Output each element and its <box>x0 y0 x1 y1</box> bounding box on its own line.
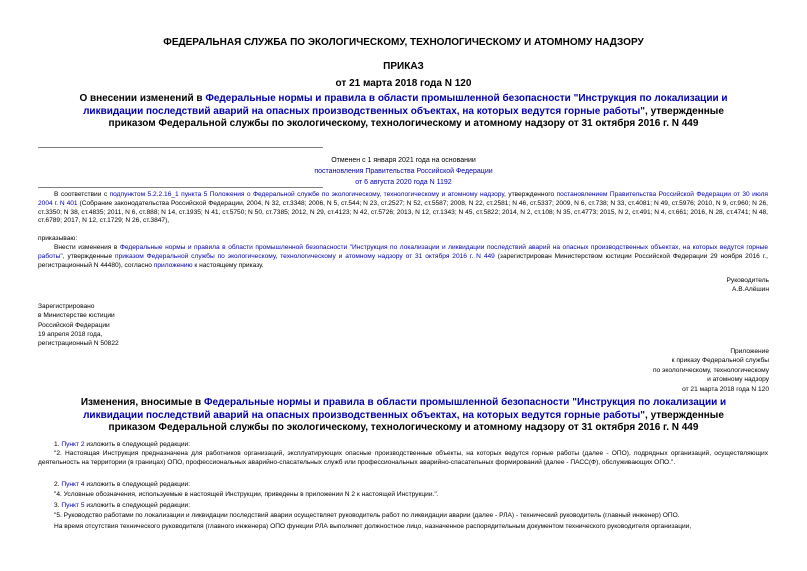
separator-bottom <box>38 187 323 188</box>
paragraph-basis <box>38 191 768 226</box>
appendix-line: и атомному надзору <box>707 376 769 384</box>
registration-line: в Министерстве юстиции <box>38 312 115 320</box>
cancellation-link-decree[interactable]: постановления Правительства Российской Федерации <box>314 168 493 175</box>
change-2-quote: "4. Условные обозначения, используемые в настоящей Инструкции, приведены в приложении N 2 к настоящей Инструкции.". <box>54 491 439 498</box>
changes-title <box>60 397 747 435</box>
change-2-number: 2. <box>54 481 62 488</box>
change-1-quote: "2. Настоящая Инструкция предназначена для работников организаций, эксплуатирующих опасные производственные объекты, на которых ведутся горные работы (далее - ОПО), подрядных организаций, осуществляющих деятельность на территории (в границах) ОПО, профессиональных аварийно-спасательных служб или профессиональных аварийно-спасательных формирований (далее - ПАСС(Ф), обслуживающих ОПО.". <box>38 450 768 466</box>
link-point-5[interactable]: Пункт 5 <box>61 502 85 509</box>
link-order-449[interactable]: приказом Федеральной службы по экологическому, технологическому и атомному надзору от 31 октября 2016 г. N 449 <box>115 252 495 260</box>
document-type: ПРИКАЗ <box>383 61 424 72</box>
change-1-number: 1. <box>54 441 62 448</box>
cancellation-note <box>0 155 807 188</box>
order-title-suffix: , утвержденные приказом Федеральной службы по экологическому, технологическому и атомному надзору от 31 октября 2016 г. N 449 <box>108 105 724 129</box>
registration-line: 19 апреля 2018 года, <box>38 330 103 338</box>
amend-text-a: Внести изменения в <box>54 244 120 251</box>
appendix-block <box>653 347 769 394</box>
link-federal-norms[interactable]: Федеральные нормы и правила в области промышленной безопасности "Инструкция по локализации и ликвидации последствий аварий на опасных производственных объектах, на которых ведутся горные работы" <box>38 244 768 260</box>
agency-header: ФЕДЕРАЛЬНАЯ СЛУЖБА ПО ЭКОЛОГИЧЕСКОМУ, ТЕХНОЛОГИЧЕСКОМУ И АТОМНОМУ НАДЗОРУ <box>163 37 644 48</box>
link-appendix[interactable]: приложению <box>153 261 193 269</box>
change-3-text: изложить в следующей редакции: <box>84 502 191 509</box>
order-title-prefix: О внесении изменений в <box>79 93 206 104</box>
document-date-number: от 21 марта 2018 года N 120 <box>335 78 472 89</box>
registration-line: регистрационный N 50822 <box>38 340 119 348</box>
change-1 <box>38 441 768 450</box>
change-3 <box>38 502 768 511</box>
registration-block <box>38 302 119 348</box>
amend-text-d: к настоящему приказу. <box>192 261 264 269</box>
appendix-line: к приказу Федеральной службы <box>671 357 769 365</box>
amend-text-c: (зарегистрирован Министерством юстиции Российской Федерации 29 ноября 2016 г., регистрационный N 44480), согласно <box>38 252 768 269</box>
link-point-4[interactable]: Пункт 4 <box>61 481 85 488</box>
appendix-line: Приложение <box>730 348 769 355</box>
cancellation-line1: Отменен с 1 января 2021 года на основании <box>331 157 476 164</box>
link-government-decree[interactable]: постановлением Правительства Российской Федерации от 30 июля 2004 г. N 401 <box>38 191 768 207</box>
change-3-number: 3. <box>54 502 62 509</box>
changes-title-suffix: , утвержденные приказом Федеральной службы по экологическому, технологическому и атомному надзору от 31 октября 2016 г. N 449 <box>108 409 724 433</box>
signature-name: А.В.Алёшин <box>732 285 769 293</box>
order-title-link[interactable]: Федеральные нормы и правила в области промышленной безопасности "Инструкция по локализации и ликвидации последствий аварий на опасных производственных объектах, на которых ведутся горные работы" <box>83 93 728 117</box>
link-regulation-subclause[interactable]: подпунктом 5.2.2.16_1 пункта 5 Положения о Федеральной службе по экологическому, технологическому и атомному надзору <box>109 191 505 198</box>
appendix-line: по экологическому, технологическому <box>652 366 769 374</box>
basis-text-b: , утвержденного <box>504 191 557 198</box>
basis-text-a: В соответствии с <box>54 191 110 198</box>
change-2-text: изложить в следующей редакции: <box>84 481 191 488</box>
changes-title-link[interactable]: Федеральные нормы и правила в области промышленной безопасности "Инструкция по локализации и ликвидации последствий аварий на опасных производственных объектах, на которых ведутся горные работы" <box>83 397 727 421</box>
signature-position: Руководитель <box>726 277 769 284</box>
amend-text-b: , утвержденные <box>62 252 116 260</box>
cancellation-link-date[interactable]: от 6 августа 2020 года N 1192 <box>355 179 452 186</box>
appendix-line: от 21 марта 2018 года N 120 <box>682 385 769 393</box>
change-3-quote: "5. Руководство работами по локализации и ликвидации последствий аварии осуществляет руководитель работ по ликвидации аварии (далее - РЛА) - технический руководитель (главный инженер) ОПО. <box>54 512 680 519</box>
separator-top <box>38 147 323 148</box>
registration-line: Зарегистрировано <box>38 303 95 310</box>
basis-text-c: (Собрание законодательства Российской Федерации, 2004, N 32, ст.3348; 2006, N 5, ст.544; N 23, ст.2527; N 52, ст.5587; 2008, N 22, ст.2581; N 46, ст.5337; 2009, N 6, ст.738; N 33, ст.4081; N 49, ст.5976; 2010, N 9, ст.960; N 26, ст.3350; N 38, ст.4835; 2011, N 6, ст.888; N 14, ст.1935; N 41, ст.5750; N 50, ст.7385; 2012, N 29, ст.4123; N 42, ст.5726; 2013, N 12, ст.1343; N 45, ст.5822; 2014, N 2, ст.108; N 35, ст.4773; 2015, N 2, ст.491; N 4, ст.661; 2016, N 28, ст.4741; N 48, ст.6789; 2017, N 12, ст.1729; N 26, ст.3847), <box>38 199 768 225</box>
paragraph-amend <box>38 244 768 270</box>
order-verb: приказываю: <box>38 235 78 242</box>
order-title <box>60 93 747 131</box>
link-point-2[interactable]: Пункт 2 <box>61 441 85 448</box>
change-1-text: изложить в следующей редакции: <box>84 441 191 448</box>
change-3-quote-continued: На время отсутствия технического руководителя (главного инженера) ОПО функции РЛА выполняет должностное лицо, назначенное распорядительным документом технического руководителя организации, <box>54 523 692 530</box>
change-2 <box>38 481 768 490</box>
signature-block <box>727 277 769 295</box>
changes-title-prefix: Изменения, вносимые в <box>80 397 204 408</box>
registration-line: Российской Федерации <box>38 321 110 329</box>
